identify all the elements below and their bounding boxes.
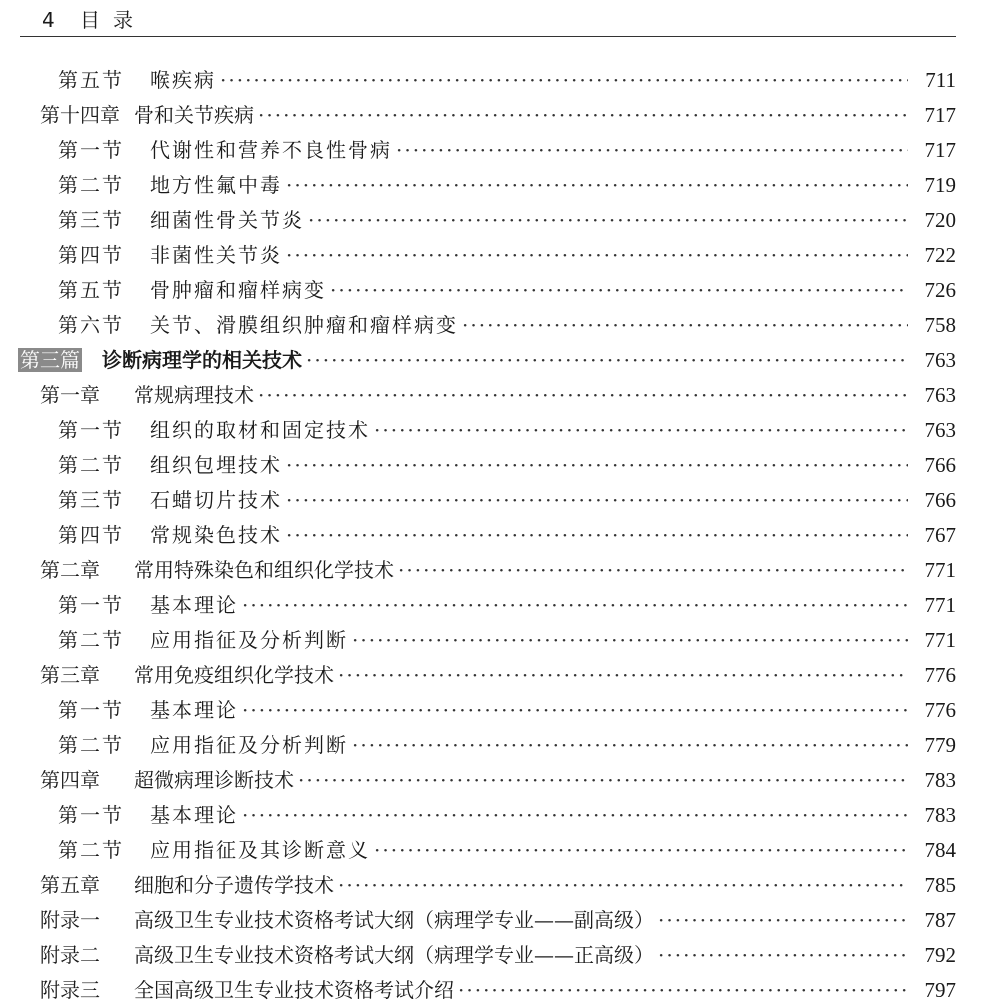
toc-entry-prefix: 第一节 — [58, 592, 124, 617]
toc-entry-section[interactable] — [0, 727, 1000, 762]
toc-entry-page-number: 763 — [924, 347, 956, 372]
toc-dot-leader — [286, 243, 908, 267]
toc-entry-page-number: 776 — [924, 697, 956, 722]
toc-entry-page-number: 726 — [924, 277, 956, 302]
toc-entry-title: 骨和关节疾病 — [134, 102, 254, 127]
toc-entry-page-number: 711 — [925, 67, 956, 92]
header-page-number: 4 — [42, 8, 55, 32]
toc-dot-leader — [242, 593, 908, 617]
toc-entry-title: 组织的取材和固定技术 — [150, 417, 370, 442]
toc-entry-page-number: 767 — [924, 522, 956, 547]
toc-entry-title: 细菌性骨关节炎 — [150, 207, 304, 232]
toc-entry-title: 应用指征及其诊断意义 — [150, 837, 370, 862]
toc-entry-prefix: 第二节 — [58, 172, 124, 197]
toc-entry-chapter[interactable] — [0, 762, 1000, 797]
toc-entry-section[interactable] — [0, 587, 1000, 622]
toc-entry-prefix: 第三节 — [58, 487, 124, 512]
toc-entry-page-number: 722 — [924, 242, 956, 267]
toc-entry-page-number: 758 — [924, 312, 956, 337]
toc-entry-page-number: 771 — [924, 627, 956, 652]
toc-entry-prefix: 第二章 — [40, 557, 100, 582]
toc-dot-leader — [458, 978, 908, 1002]
toc-dot-leader — [286, 453, 908, 477]
toc-entry-section[interactable] — [0, 482, 1000, 517]
toc-dot-leader — [352, 733, 908, 757]
toc-entry-section[interactable] — [0, 517, 1000, 552]
toc-entry-chapter[interactable] — [0, 97, 1000, 132]
toc-entry-part[interactable] — [0, 342, 1000, 377]
toc-dot-leader — [220, 68, 908, 92]
toc-entry-prefix: 第五章 — [40, 872, 100, 897]
toc-entry-section[interactable] — [0, 622, 1000, 657]
toc-entry-chapter[interactable] — [0, 657, 1000, 692]
toc-entry-section[interactable] — [0, 307, 1000, 342]
toc-entry-title: 基本理论 — [150, 802, 238, 827]
toc-dot-leader — [398, 558, 908, 582]
toc-dot-leader — [258, 103, 908, 127]
toc-entry-prefix: 第一章 — [40, 382, 100, 407]
toc-entry-prefix: 第三节 — [58, 207, 124, 232]
toc-entry-section[interactable] — [0, 797, 1000, 832]
toc-entry-section[interactable] — [0, 132, 1000, 167]
toc-entry-prefix: 第一节 — [58, 802, 124, 827]
toc-entry-prefix: 附录二 — [40, 942, 100, 967]
toc-entry-prefix: 第一节 — [58, 697, 124, 722]
toc-entry-section[interactable] — [0, 272, 1000, 307]
toc-entry-section[interactable] — [0, 832, 1000, 867]
toc-entry-title: 细胞和分子遗传学技术 — [134, 872, 334, 897]
toc-dot-leader — [330, 278, 908, 302]
toc-entry-page-number: 763 — [924, 417, 956, 442]
toc-entry-chapter[interactable] — [0, 937, 1000, 972]
toc-entry-title: 常规染色技术 — [150, 522, 282, 547]
toc-entry-prefix: 第四节 — [58, 242, 124, 267]
toc-dot-leader — [298, 768, 908, 792]
toc-entry-section[interactable] — [0, 447, 1000, 482]
toc-entry-title: 关节、滑膜组织肿瘤和瘤样病变 — [150, 312, 458, 337]
table-of-contents — [0, 62, 1000, 1007]
toc-entry-title: 常用特殊染色和组织化学技术 — [134, 557, 394, 582]
toc-entry-section[interactable] — [0, 202, 1000, 237]
toc-entry-title: 常规病理技术 — [134, 382, 254, 407]
toc-entry-title: 非菌性关节炎 — [150, 242, 282, 267]
toc-entry-prefix: 第一节 — [58, 417, 124, 442]
toc-entry-page-number: 763 — [924, 382, 956, 407]
toc-entry-page-number: 787 — [924, 907, 956, 932]
toc-entry-prefix: 第五节 — [58, 277, 124, 302]
toc-entry-page-number: 783 — [924, 802, 956, 827]
toc-entry-page-number: 792 — [924, 942, 956, 967]
toc-entry-section[interactable] — [0, 62, 1000, 97]
toc-entry-page-number: 771 — [924, 592, 956, 617]
toc-entry-page-number: 784 — [924, 837, 956, 862]
toc-entry-title: 组织包埋技术 — [150, 452, 282, 477]
toc-entry-title: 喉疾病 — [150, 67, 216, 92]
toc-entry-title: 基本理论 — [150, 697, 238, 722]
toc-dot-leader — [286, 173, 908, 197]
toc-dot-leader — [338, 873, 908, 897]
toc-dot-leader — [396, 138, 908, 162]
toc-dot-leader — [258, 383, 908, 407]
toc-entry-prefix: 第三篇 — [20, 347, 80, 372]
toc-dot-leader — [374, 418, 908, 442]
toc-dot-leader — [286, 523, 908, 547]
toc-dot-leader — [306, 348, 908, 372]
toc-dot-leader — [352, 628, 908, 652]
toc-dot-leader — [242, 698, 908, 722]
toc-entry-title: 石蜡切片技术 — [150, 487, 282, 512]
toc-entry-title: 高级卫生专业技术资格考试大纲（病理学专业——副高级） — [134, 907, 654, 932]
toc-entry-prefix: 附录三 — [40, 977, 100, 1002]
toc-entry-prefix: 第五节 — [58, 67, 124, 92]
toc-dot-leader — [658, 943, 908, 967]
toc-entry-prefix: 第二节 — [58, 452, 124, 477]
toc-entry-page-number: 776 — [924, 662, 956, 687]
toc-dot-leader — [658, 908, 908, 932]
toc-entry-section[interactable] — [0, 692, 1000, 727]
toc-entry-prefix: 第四节 — [58, 522, 124, 547]
toc-entry-title: 全国高级卫生专业技术资格考试介绍 — [134, 977, 454, 1002]
toc-entry-chapter[interactable] — [0, 377, 1000, 412]
toc-entry-prefix: 附录一 — [40, 907, 100, 932]
toc-dot-leader — [286, 488, 908, 512]
toc-entry-title: 高级卫生专业技术资格考试大纲（病理学专业——正高级） — [134, 942, 654, 967]
toc-entry-section[interactable] — [0, 167, 1000, 202]
toc-entry-prefix: 第四章 — [40, 767, 100, 792]
toc-dot-leader — [338, 663, 908, 687]
toc-entry-title: 骨肿瘤和瘤样病变 — [150, 277, 326, 302]
toc-entry-prefix: 第二节 — [58, 627, 124, 652]
toc-entry-prefix: 第二节 — [58, 732, 124, 757]
header-title: 目录 — [80, 8, 146, 32]
toc-entry-page-number: 717 — [924, 137, 956, 162]
toc-entry-page-number: 717 — [924, 102, 956, 127]
toc-entry-title: 诊断病理学的相关技术 — [102, 347, 302, 372]
toc-dot-leader — [308, 208, 908, 232]
toc-entry-chapter[interactable] — [0, 867, 1000, 902]
toc-entry-title: 常用免疫组织化学技术 — [134, 662, 334, 687]
toc-entry-page-number: 785 — [924, 872, 956, 897]
toc-entry-prefix: 第二节 — [58, 837, 124, 862]
toc-entry-title: 应用指征及分析判断 — [150, 627, 348, 652]
toc-entry-title: 应用指征及分析判断 — [150, 732, 348, 757]
toc-entry-page-number: 797 — [924, 977, 956, 1002]
toc-dot-leader — [374, 838, 908, 862]
toc-entry-page-number: 720 — [924, 207, 956, 232]
toc-entry-chapter[interactable] — [0, 902, 1000, 937]
toc-entry-prefix: 第十四章 — [40, 102, 120, 127]
toc-entry-page-number: 766 — [924, 452, 956, 477]
toc-entry-section[interactable] — [0, 412, 1000, 447]
running-header — [20, 4, 956, 37]
toc-entry-section[interactable] — [0, 237, 1000, 272]
toc-entry-title: 超微病理诊断技术 — [134, 767, 294, 792]
toc-entry-chapter[interactable] — [0, 972, 1000, 1007]
toc-dot-leader — [462, 313, 908, 337]
toc-entry-prefix: 第三章 — [40, 662, 100, 687]
toc-entry-page-number: 766 — [924, 487, 956, 512]
toc-entry-title: 代谢性和营养不良性骨病 — [150, 137, 392, 162]
toc-entry-title: 基本理论 — [150, 592, 238, 617]
toc-entry-page-number: 771 — [924, 557, 956, 582]
toc-entry-chapter[interactable] — [0, 552, 1000, 587]
toc-entry-page-number: 783 — [924, 767, 956, 792]
toc-entry-title: 地方性氟中毒 — [150, 172, 282, 197]
toc-dot-leader — [242, 803, 908, 827]
toc-entry-prefix: 第六节 — [58, 312, 124, 337]
toc-entry-prefix: 第一节 — [58, 137, 124, 162]
toc-entry-page-number: 719 — [924, 172, 956, 197]
toc-entry-page-number: 779 — [924, 732, 956, 757]
